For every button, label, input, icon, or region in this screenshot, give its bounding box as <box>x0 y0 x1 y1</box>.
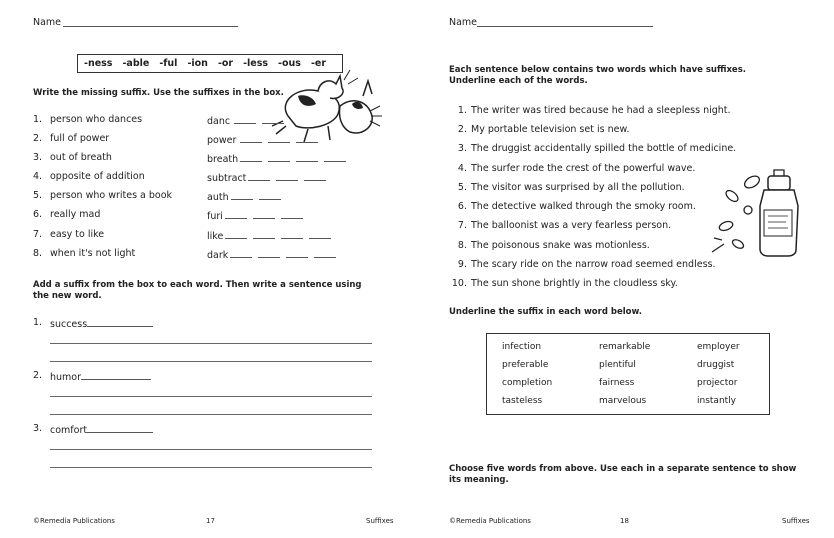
sentence-text: The detective walked through the smoky room. <box>471 201 696 212</box>
suffix: -less <box>243 58 269 69</box>
answer-blank[interactable] <box>253 209 275 219</box>
word-item: projector <box>697 378 738 388</box>
instruction-2: Add a suffix from the box to each word. Then write a sentence using the new word. <box>33 280 362 301</box>
sentence-number: 7. <box>457 220 467 231</box>
item-number: 3. <box>33 423 43 434</box>
footer-topic: Suffixes <box>366 517 394 525</box>
sentence-number: 1. <box>457 105 467 116</box>
word-stem: dark <box>207 250 229 261</box>
sentence-number: 2. <box>457 124 467 135</box>
sentence-text: The sun shone brightly in the cloudless sky. <box>471 278 678 289</box>
sentence-text: The poisonous snake was motionless. <box>471 240 650 251</box>
answer-blank[interactable] <box>314 248 336 258</box>
name-line[interactable] <box>477 16 653 27</box>
page-number: 17 <box>206 517 215 525</box>
list-item <box>207 209 303 222</box>
sentence-number: 10. <box>451 278 467 289</box>
word-item: infection <box>502 342 542 352</box>
medicine-bottle-illustration <box>708 166 804 262</box>
item-number: 8. <box>33 248 43 259</box>
name-line[interactable] <box>63 16 238 27</box>
item-number: 7. <box>33 229 43 240</box>
word-stem: power <box>207 135 237 146</box>
sentence-text: The surfer rode the crest of the powerful wave. <box>471 163 696 174</box>
answer-blank[interactable] <box>296 152 318 162</box>
answer-blank[interactable] <box>248 171 270 181</box>
word-item: fairness <box>599 378 635 388</box>
item-number: 1. <box>33 317 43 328</box>
answer-blank[interactable] <box>231 190 253 200</box>
instruction-2: Underline the suffix in each word below. <box>449 307 643 317</box>
footer-topic: Suffixes <box>782 517 810 525</box>
writing-line[interactable] <box>50 396 372 397</box>
list-item <box>207 190 281 203</box>
answer-blank[interactable] <box>286 248 308 258</box>
item-definition: opposite of addition <box>50 171 145 182</box>
list-item <box>207 248 336 261</box>
item-number: 4. <box>33 171 43 182</box>
list-item <box>207 171 326 184</box>
name-label: Name <box>449 17 478 28</box>
list-item <box>50 423 153 436</box>
answer-blank[interactable] <box>304 171 326 181</box>
sentence-number: 6. <box>457 201 467 212</box>
item-definition: out of breath <box>50 152 112 163</box>
answer-blank[interactable] <box>324 152 346 162</box>
writing-line[interactable] <box>50 414 372 415</box>
answer-blank[interactable] <box>268 133 290 143</box>
answer-blank[interactable] <box>281 209 303 219</box>
answer-blank[interactable] <box>253 229 275 239</box>
word-item: instantly <box>697 396 736 406</box>
root-word: comfort <box>50 425 88 436</box>
suffix: -ful <box>159 58 178 69</box>
item-number: 2. <box>33 133 43 144</box>
item-number: 2. <box>33 370 43 381</box>
answer-blank[interactable] <box>268 152 290 162</box>
answer-blank[interactable] <box>81 370 151 380</box>
footer-publisher: ©Remedia Publications <box>449 517 531 525</box>
footer-publisher: ©Remedia Publications <box>33 517 115 525</box>
word-stem: auth <box>207 192 229 203</box>
word-stem: like <box>207 231 224 242</box>
sentence-text: The visitor was surprised by all the pollution. <box>471 182 685 193</box>
answer-blank[interactable] <box>281 229 303 239</box>
writing-line[interactable] <box>50 361 372 362</box>
item-definition: really mad <box>50 209 101 220</box>
word-item: remarkable <box>599 342 651 352</box>
sentence-number: 3. <box>457 143 467 154</box>
answer-blank[interactable] <box>258 248 280 258</box>
item-number: 5. <box>33 190 43 201</box>
sentence-number: 8. <box>457 240 467 251</box>
list-item <box>50 370 151 383</box>
sentence-text: The balloonist was a very fearless person. <box>471 220 672 231</box>
root-word: humor <box>50 372 82 383</box>
answer-blank[interactable] <box>262 114 284 124</box>
sentence-number: 5. <box>457 182 467 193</box>
list-item <box>207 114 284 127</box>
sentence-text: The writer was tired because he had a sleepless night. <box>471 105 731 116</box>
word-item: marvelous <box>599 396 647 406</box>
list-item <box>207 229 331 242</box>
item-definition: when it's not light <box>50 248 136 259</box>
sentence-text: The scary ride on the narrow road seemed endless. <box>471 259 716 270</box>
instruction-3: Choose five words from above. Use each in a separate sentence to show its meaning. <box>449 464 797 485</box>
list-item <box>207 133 318 146</box>
answer-blank[interactable] <box>225 209 247 219</box>
answer-blank[interactable] <box>230 248 252 258</box>
answer-blank[interactable] <box>87 317 153 327</box>
word-stem: breath <box>207 154 239 165</box>
item-definition: person who writes a book <box>50 190 173 201</box>
word-item: druggist <box>697 360 735 370</box>
sentence-text: The druggist accidentally spilled the bottle of medicine. <box>471 143 737 154</box>
answer-blank[interactable] <box>259 190 281 200</box>
suffix: -ous <box>278 58 301 69</box>
item-definition: easy to like <box>50 229 105 240</box>
item-number: 3. <box>33 152 43 163</box>
item-number: 1. <box>33 114 43 125</box>
writing-line[interactable] <box>50 343 372 344</box>
instruction-1: Each sentence below contains two words which have suffixes. Underline each of the words. <box>449 65 746 86</box>
page-number: 18 <box>620 517 629 525</box>
item-number: 6. <box>33 209 43 220</box>
suffix: -ion <box>187 58 208 69</box>
item-definition: person who dances <box>50 114 143 125</box>
word-stem: danc <box>207 116 231 127</box>
name-label: Name <box>33 17 62 28</box>
list-item <box>50 317 153 330</box>
word-item: plentiful <box>599 360 636 370</box>
item-definition: full of power <box>50 133 110 144</box>
writing-line[interactable] <box>50 467 372 468</box>
answer-blank[interactable] <box>276 171 298 181</box>
instruction-1: Write the missing suffix. Use the suffixes in the box. <box>33 88 284 98</box>
answer-blank[interactable] <box>296 133 318 143</box>
sentence-number: 4. <box>457 163 467 174</box>
list-item <box>207 152 346 165</box>
root-word: success <box>50 319 88 330</box>
sentence-number: 9. <box>457 259 467 270</box>
answer-blank[interactable] <box>240 152 262 162</box>
suffix: -able <box>122 58 150 69</box>
word-item: employer <box>697 342 740 352</box>
answer-blank[interactable] <box>240 133 262 143</box>
word-stem: subtract <box>207 173 247 184</box>
word-stem: furi <box>207 211 223 222</box>
answer-blank[interactable] <box>87 423 153 433</box>
answer-blank[interactable] <box>234 114 256 124</box>
sentence-text: My portable television set is new. <box>471 124 630 135</box>
answer-blank[interactable] <box>309 229 331 239</box>
word-item: preferable <box>502 360 549 370</box>
word-item: tasteless <box>502 396 543 406</box>
suffix: -ness <box>84 58 113 69</box>
suffix: -or <box>217 58 234 69</box>
answer-blank[interactable] <box>225 229 247 239</box>
writing-line[interactable] <box>50 449 372 450</box>
word-item: completion <box>502 378 553 388</box>
suffix: -er <box>310 58 327 69</box>
